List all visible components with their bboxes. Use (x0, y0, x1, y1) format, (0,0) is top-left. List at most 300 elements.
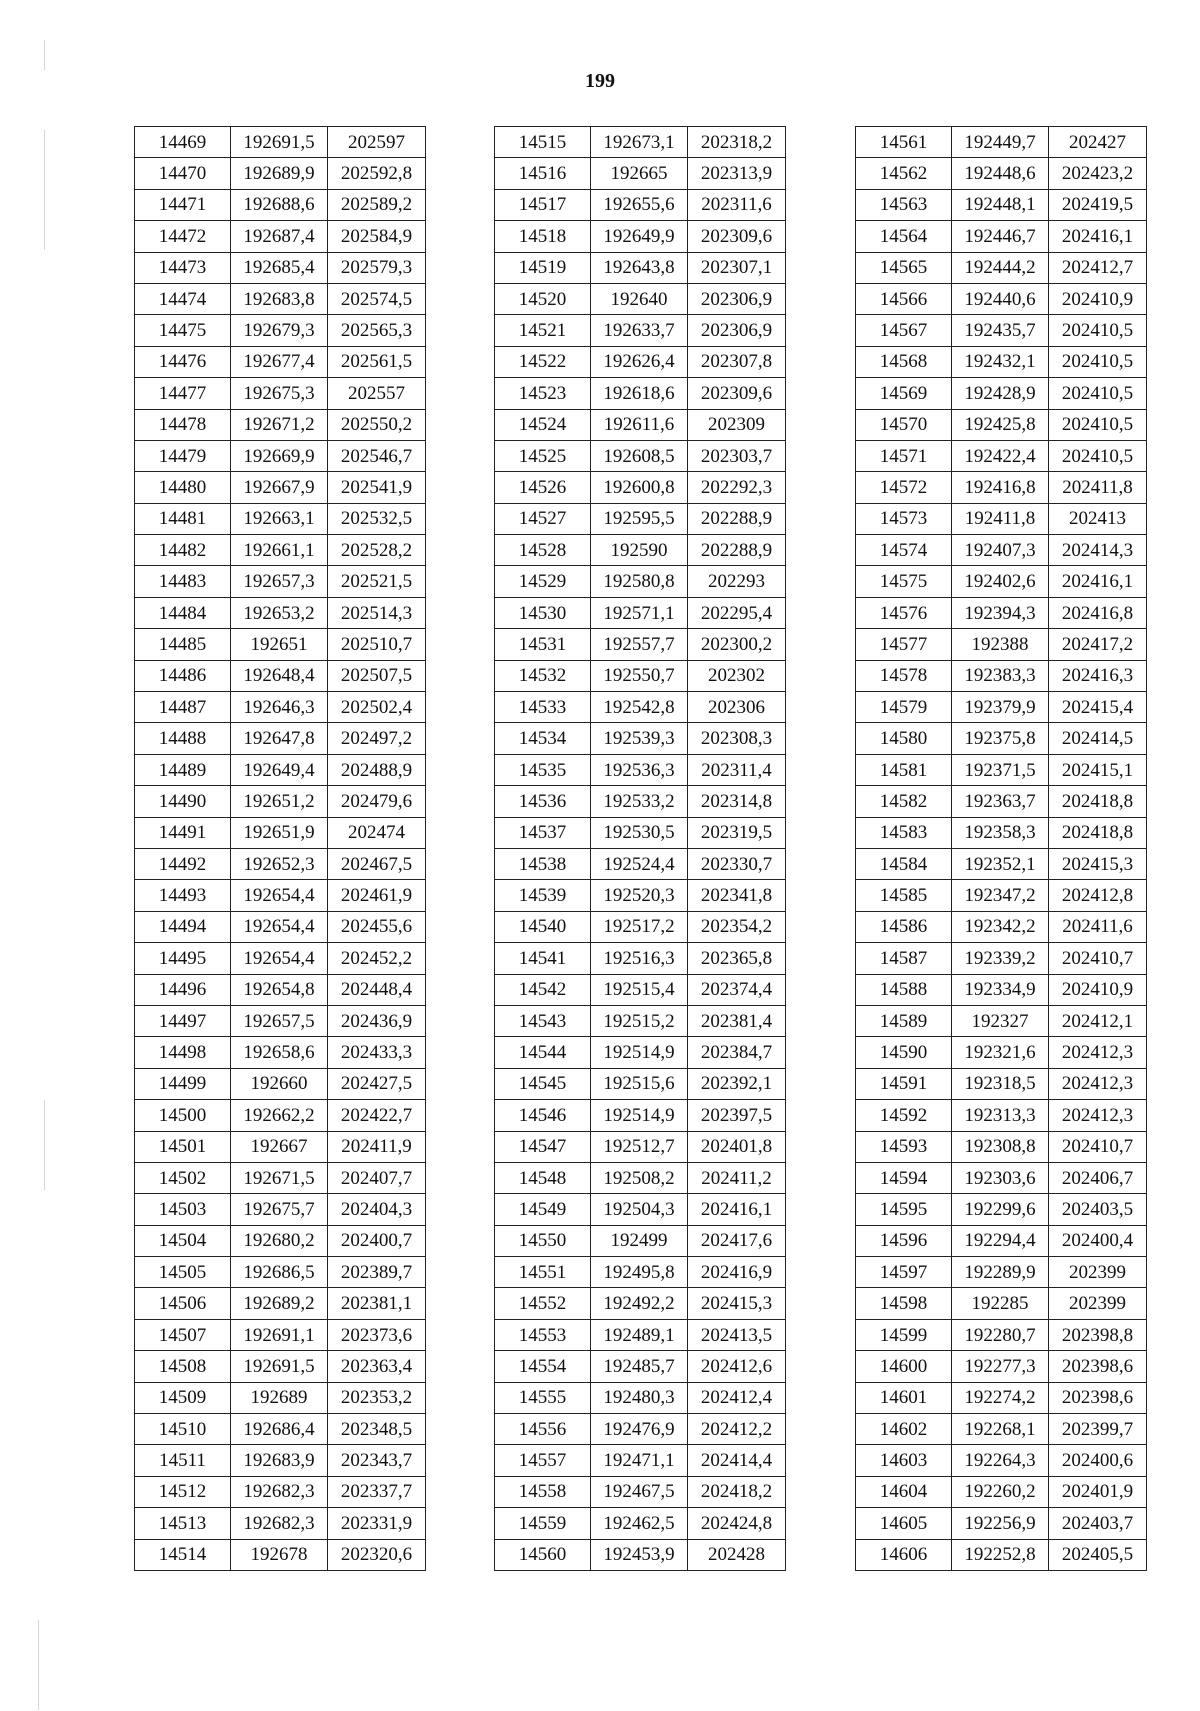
x-coordinate-cell: 192689 (231, 1382, 328, 1413)
x-coordinate-cell: 192327 (952, 1005, 1049, 1036)
table-row (135, 629, 426, 660)
point-number-cell: 14549 (495, 1194, 591, 1225)
y-coordinate-cell: 202331,9 (328, 1508, 426, 1539)
table-row (856, 911, 1147, 942)
point-number-cell: 14508 (135, 1351, 231, 1382)
x-coordinate-cell: 192514,9 (591, 1100, 688, 1131)
x-coordinate-cell: 192686,4 (231, 1414, 328, 1445)
y-coordinate-cell: 202343,7 (328, 1445, 426, 1476)
y-coordinate-cell: 202392,1 (688, 1068, 786, 1099)
point-number-cell: 14559 (495, 1508, 591, 1539)
table-row (135, 660, 426, 691)
x-coordinate-cell: 192375,8 (952, 723, 1049, 754)
y-coordinate-cell: 202550,2 (328, 409, 426, 440)
x-coordinate-cell: 192682,3 (231, 1476, 328, 1507)
point-number-cell: 14479 (135, 440, 231, 471)
y-coordinate-cell: 202584,9 (328, 221, 426, 252)
point-number-cell: 14570 (856, 409, 952, 440)
point-number-cell: 14515 (495, 127, 591, 158)
y-coordinate-cell: 202319,5 (688, 817, 786, 848)
y-coordinate-cell: 202307,8 (688, 346, 786, 377)
table-row (495, 221, 786, 252)
point-number-cell: 14545 (495, 1068, 591, 1099)
point-number-cell: 14474 (135, 283, 231, 314)
point-number-cell: 14599 (856, 1319, 952, 1350)
x-coordinate-cell: 192352,1 (952, 848, 1049, 879)
x-coordinate-cell: 192371,5 (952, 754, 1049, 785)
point-number-cell: 14541 (495, 943, 591, 974)
point-number-cell: 14501 (135, 1131, 231, 1162)
table-row (856, 409, 1147, 440)
table-row (495, 817, 786, 848)
table-row (495, 127, 786, 158)
y-coordinate-cell: 202406,7 (1049, 1162, 1147, 1193)
point-number-cell: 14509 (135, 1382, 231, 1413)
y-coordinate-cell: 202292,3 (688, 472, 786, 503)
x-coordinate-cell: 192303,6 (952, 1162, 1049, 1193)
point-number-cell: 14472 (135, 221, 231, 252)
point-number-cell: 14499 (135, 1068, 231, 1099)
x-coordinate-cell: 192485,7 (591, 1351, 688, 1382)
y-coordinate-cell: 202412,3 (1049, 1100, 1147, 1131)
y-coordinate-cell: 202415,3 (688, 1288, 786, 1319)
scan-mark (38, 1620, 39, 1710)
point-number-cell: 14573 (856, 503, 952, 534)
table-row (856, 252, 1147, 283)
y-coordinate-cell: 202422,7 (328, 1100, 426, 1131)
table-row (856, 1100, 1147, 1131)
y-coordinate-cell: 202302 (688, 660, 786, 691)
point-number-cell: 14518 (495, 221, 591, 252)
table-row (495, 754, 786, 785)
table-row (856, 660, 1147, 691)
table-row (856, 1037, 1147, 1068)
point-number-cell: 14575 (856, 566, 952, 597)
point-number-cell: 14497 (135, 1005, 231, 1036)
point-number-cell: 14586 (856, 911, 952, 942)
table-row (856, 503, 1147, 534)
table-row (495, 1288, 786, 1319)
y-coordinate-cell: 202399,7 (1049, 1414, 1147, 1445)
y-coordinate-cell: 202407,7 (328, 1162, 426, 1193)
table-row (856, 848, 1147, 879)
table-row (856, 1476, 1147, 1507)
point-number-cell: 14488 (135, 723, 231, 754)
table-row (495, 440, 786, 471)
table-row (856, 1508, 1147, 1539)
table-row (495, 503, 786, 534)
table-row (856, 1351, 1147, 1382)
x-coordinate-cell: 192539,3 (591, 723, 688, 754)
point-number-cell: 14512 (135, 1476, 231, 1507)
x-coordinate-cell: 192299,6 (952, 1194, 1049, 1225)
point-number-cell: 14483 (135, 566, 231, 597)
point-number-cell: 14491 (135, 817, 231, 848)
table-row (135, 1068, 426, 1099)
table-row (856, 597, 1147, 628)
x-coordinate-cell: 192654,4 (231, 943, 328, 974)
y-coordinate-cell: 202313,9 (688, 158, 786, 189)
point-number-cell: 14547 (495, 1131, 591, 1162)
x-coordinate-cell: 192611,6 (591, 409, 688, 440)
y-coordinate-cell: 202337,7 (328, 1476, 426, 1507)
x-coordinate-cell: 192595,5 (591, 503, 688, 534)
x-coordinate-cell: 192383,3 (952, 660, 1049, 691)
y-coordinate-cell: 202574,5 (328, 283, 426, 314)
x-coordinate-cell: 192492,2 (591, 1288, 688, 1319)
y-coordinate-cell: 202423,2 (1049, 158, 1147, 189)
x-coordinate-cell: 192673,1 (591, 127, 688, 158)
x-coordinate-cell: 192675,7 (231, 1194, 328, 1225)
x-coordinate-cell: 192318,5 (952, 1068, 1049, 1099)
point-number-cell: 14556 (495, 1414, 591, 1445)
table-row (135, 472, 426, 503)
y-coordinate-cell: 202348,5 (328, 1414, 426, 1445)
table-row (856, 1257, 1147, 1288)
point-number-cell: 14505 (135, 1257, 231, 1288)
x-coordinate-cell: 192590 (591, 535, 688, 566)
point-number-cell: 14581 (856, 754, 952, 785)
table-row (495, 472, 786, 503)
y-coordinate-cell: 202414,3 (1049, 535, 1147, 566)
point-number-cell: 14535 (495, 754, 591, 785)
x-coordinate-cell: 192411,8 (952, 503, 1049, 534)
y-coordinate-cell: 202397,5 (688, 1100, 786, 1131)
x-coordinate-cell: 192671,5 (231, 1162, 328, 1193)
table-row (135, 1288, 426, 1319)
x-coordinate-cell: 192274,2 (952, 1382, 1049, 1413)
table-row (135, 1476, 426, 1507)
y-coordinate-cell: 202488,9 (328, 754, 426, 785)
y-coordinate-cell: 202427,5 (328, 1068, 426, 1099)
table-row (135, 723, 426, 754)
x-coordinate-cell: 192580,8 (591, 566, 688, 597)
x-coordinate-cell: 192646,3 (231, 692, 328, 723)
table-row (135, 1162, 426, 1193)
point-number-cell: 14517 (495, 189, 591, 220)
y-coordinate-cell: 202416,3 (1049, 660, 1147, 691)
y-coordinate-cell: 202399 (1049, 1288, 1147, 1319)
y-coordinate-cell: 202373,6 (328, 1319, 426, 1350)
table-row (495, 723, 786, 754)
x-coordinate-cell: 192280,7 (952, 1319, 1049, 1350)
x-coordinate-cell: 192504,3 (591, 1194, 688, 1225)
y-coordinate-cell: 202510,7 (328, 629, 426, 660)
y-coordinate-cell: 202411,9 (328, 1131, 426, 1162)
y-coordinate-cell: 202398,6 (1049, 1351, 1147, 1382)
y-coordinate-cell: 202416,1 (688, 1194, 786, 1225)
y-coordinate-cell: 202507,5 (328, 660, 426, 691)
x-coordinate-cell: 192660 (231, 1068, 328, 1099)
y-coordinate-cell: 202381,1 (328, 1288, 426, 1319)
y-coordinate-cell: 202320,6 (328, 1539, 426, 1570)
y-coordinate-cell: 202412,4 (688, 1382, 786, 1413)
table-row (495, 1068, 786, 1099)
point-number-cell: 14530 (495, 597, 591, 628)
table-row (495, 1539, 786, 1570)
y-coordinate-cell: 202293 (688, 566, 786, 597)
table-row (135, 943, 426, 974)
point-number-cell: 14527 (495, 503, 591, 534)
table-row (135, 1194, 426, 1225)
point-number-cell: 14480 (135, 472, 231, 503)
x-coordinate-cell: 192680,2 (231, 1225, 328, 1256)
table-row (495, 1100, 786, 1131)
table-row (495, 880, 786, 911)
x-coordinate-cell: 192515,2 (591, 1005, 688, 1036)
point-number-cell: 14563 (856, 189, 952, 220)
table-row (856, 1319, 1147, 1350)
point-number-cell: 14557 (495, 1445, 591, 1476)
table-row (495, 1414, 786, 1445)
point-number-cell: 14564 (856, 221, 952, 252)
x-coordinate-cell: 192440,6 (952, 283, 1049, 314)
y-coordinate-cell: 202412,3 (1049, 1068, 1147, 1099)
table-row (495, 597, 786, 628)
x-coordinate-cell: 192428,9 (952, 378, 1049, 409)
point-number-cell: 14552 (495, 1288, 591, 1319)
x-coordinate-cell: 192499 (591, 1225, 688, 1256)
y-coordinate-cell: 202412,6 (688, 1351, 786, 1382)
y-coordinate-cell: 202314,8 (688, 786, 786, 817)
x-coordinate-cell: 192685,4 (231, 252, 328, 283)
x-coordinate-cell: 192289,9 (952, 1257, 1049, 1288)
x-coordinate-cell: 192514,9 (591, 1037, 688, 1068)
point-number-cell: 14539 (495, 880, 591, 911)
y-coordinate-cell: 202411,6 (1049, 911, 1147, 942)
point-number-cell: 14577 (856, 629, 952, 660)
point-number-cell: 14536 (495, 786, 591, 817)
y-coordinate-cell: 202308,3 (688, 723, 786, 754)
x-coordinate-cell: 192407,3 (952, 535, 1049, 566)
point-number-cell: 14584 (856, 848, 952, 879)
table-row (495, 252, 786, 283)
point-number-cell: 14531 (495, 629, 591, 660)
point-number-cell: 14565 (856, 252, 952, 283)
x-coordinate-cell: 192682,3 (231, 1508, 328, 1539)
y-coordinate-cell: 202528,2 (328, 535, 426, 566)
y-coordinate-cell: 202405,5 (1049, 1539, 1147, 1570)
table-row (135, 566, 426, 597)
x-coordinate-cell: 192422,4 (952, 440, 1049, 471)
point-number-cell: 14561 (856, 127, 952, 158)
x-coordinate-cell: 192665 (591, 158, 688, 189)
x-coordinate-cell: 192471,1 (591, 1445, 688, 1476)
y-coordinate-cell: 202514,3 (328, 597, 426, 628)
table-row (856, 189, 1147, 220)
table-row (495, 566, 786, 597)
x-coordinate-cell: 192321,6 (952, 1037, 1049, 1068)
table-row (495, 911, 786, 942)
y-coordinate-cell: 202417,2 (1049, 629, 1147, 660)
scan-mark (44, 1100, 45, 1190)
x-coordinate-cell: 192542,8 (591, 692, 688, 723)
x-coordinate-cell: 192432,1 (952, 346, 1049, 377)
table-row (135, 378, 426, 409)
x-coordinate-cell: 192277,3 (952, 1351, 1049, 1382)
point-number-cell: 14590 (856, 1037, 952, 1068)
table-row (135, 817, 426, 848)
x-coordinate-cell: 192520,3 (591, 880, 688, 911)
point-number-cell: 14567 (856, 315, 952, 346)
point-number-cell: 14601 (856, 1382, 952, 1413)
table-row (856, 1068, 1147, 1099)
table-row (135, 346, 426, 377)
table-row (135, 1319, 426, 1350)
point-number-cell: 14571 (856, 440, 952, 471)
point-number-cell: 14475 (135, 315, 231, 346)
point-number-cell: 14596 (856, 1225, 952, 1256)
point-number-cell: 14548 (495, 1162, 591, 1193)
point-number-cell: 14587 (856, 943, 952, 974)
x-coordinate-cell: 192425,8 (952, 409, 1049, 440)
y-coordinate-cell: 202410,7 (1049, 943, 1147, 974)
y-coordinate-cell: 202410,9 (1049, 974, 1147, 1005)
y-coordinate-cell: 202474 (328, 817, 426, 848)
y-coordinate-cell: 202436,9 (328, 1005, 426, 1036)
point-number-cell: 14600 (856, 1351, 952, 1382)
x-coordinate-cell: 192260,2 (952, 1476, 1049, 1507)
coordinate-table-middle (494, 126, 786, 1571)
table-row (495, 1319, 786, 1350)
point-number-cell: 14544 (495, 1037, 591, 1068)
y-coordinate-cell: 202415,1 (1049, 754, 1147, 785)
y-coordinate-cell: 202330,7 (688, 848, 786, 879)
point-number-cell: 14522 (495, 346, 591, 377)
x-coordinate-cell: 192677,4 (231, 346, 328, 377)
x-coordinate-cell: 192515,4 (591, 974, 688, 1005)
point-number-cell: 14594 (856, 1162, 952, 1193)
x-coordinate-cell: 192256,9 (952, 1508, 1049, 1539)
x-coordinate-cell: 192653,2 (231, 597, 328, 628)
point-number-cell: 14500 (135, 1100, 231, 1131)
point-number-cell: 14473 (135, 252, 231, 283)
table-row (856, 221, 1147, 252)
x-coordinate-cell: 192640 (591, 283, 688, 314)
y-coordinate-cell: 202413 (1049, 503, 1147, 534)
y-coordinate-cell: 202416,8 (1049, 597, 1147, 628)
table-row (495, 1445, 786, 1476)
x-coordinate-cell: 192647,8 (231, 723, 328, 754)
point-number-cell: 14471 (135, 189, 231, 220)
y-coordinate-cell: 202592,8 (328, 158, 426, 189)
x-coordinate-cell: 192363,7 (952, 786, 1049, 817)
table-row (495, 378, 786, 409)
x-coordinate-cell: 192688,6 (231, 189, 328, 220)
x-coordinate-cell: 192671,2 (231, 409, 328, 440)
y-coordinate-cell: 202365,8 (688, 943, 786, 974)
x-coordinate-cell: 192691,5 (231, 127, 328, 158)
point-number-cell: 14510 (135, 1414, 231, 1445)
table-row (495, 943, 786, 974)
point-number-cell: 14603 (856, 1445, 952, 1476)
y-coordinate-cell: 202410,5 (1049, 378, 1147, 409)
table-row (135, 1382, 426, 1413)
x-coordinate-cell: 192679,3 (231, 315, 328, 346)
y-coordinate-cell: 202416,1 (1049, 566, 1147, 597)
x-coordinate-cell: 192313,3 (952, 1100, 1049, 1131)
x-coordinate-cell: 192689,9 (231, 158, 328, 189)
y-coordinate-cell: 202597 (328, 127, 426, 158)
table-row (495, 409, 786, 440)
x-coordinate-cell: 192608,5 (591, 440, 688, 471)
x-coordinate-cell: 192489,1 (591, 1319, 688, 1350)
x-coordinate-cell: 192667 (231, 1131, 328, 1162)
y-coordinate-cell: 202412,7 (1049, 252, 1147, 283)
table-row (856, 1131, 1147, 1162)
table-row (135, 1508, 426, 1539)
table-row (495, 189, 786, 220)
point-number-cell: 14540 (495, 911, 591, 942)
point-number-cell: 14595 (856, 1194, 952, 1225)
x-coordinate-cell: 192651,2 (231, 786, 328, 817)
table-row (856, 1445, 1147, 1476)
x-coordinate-cell: 192618,6 (591, 378, 688, 409)
point-number-cell: 14604 (856, 1476, 952, 1507)
x-coordinate-cell: 192649,9 (591, 221, 688, 252)
y-coordinate-cell: 202455,6 (328, 911, 426, 942)
x-coordinate-cell: 192339,2 (952, 943, 1049, 974)
x-coordinate-cell: 192661,1 (231, 535, 328, 566)
point-number-cell: 14494 (135, 911, 231, 942)
point-number-cell: 14582 (856, 786, 952, 817)
point-number-cell: 14553 (495, 1319, 591, 1350)
y-coordinate-cell: 202497,2 (328, 723, 426, 754)
table-row (495, 158, 786, 189)
x-coordinate-cell: 192446,7 (952, 221, 1049, 252)
table-row (135, 440, 426, 471)
x-coordinate-cell: 192435,7 (952, 315, 1049, 346)
x-coordinate-cell: 192649,4 (231, 754, 328, 785)
y-coordinate-cell: 202410,9 (1049, 283, 1147, 314)
y-coordinate-cell: 202579,3 (328, 252, 426, 283)
point-number-cell: 14542 (495, 974, 591, 1005)
point-number-cell: 14478 (135, 409, 231, 440)
y-coordinate-cell: 202306 (688, 692, 786, 723)
x-coordinate-cell: 192600,8 (591, 472, 688, 503)
y-coordinate-cell: 202461,9 (328, 880, 426, 911)
point-number-cell: 14528 (495, 535, 591, 566)
x-coordinate-cell: 192264,3 (952, 1445, 1049, 1476)
point-number-cell: 14496 (135, 974, 231, 1005)
table-row (856, 1539, 1147, 1570)
x-coordinate-cell: 192657,3 (231, 566, 328, 597)
table-row (856, 1382, 1147, 1413)
point-number-cell: 14476 (135, 346, 231, 377)
point-number-cell: 14574 (856, 535, 952, 566)
point-number-cell: 14538 (495, 848, 591, 879)
table-row (135, 974, 426, 1005)
y-coordinate-cell: 202307,1 (688, 252, 786, 283)
x-coordinate-cell: 192687,4 (231, 221, 328, 252)
x-coordinate-cell: 192654,4 (231, 911, 328, 942)
point-number-cell: 14534 (495, 723, 591, 754)
table-row (856, 1005, 1147, 1036)
y-coordinate-cell: 202589,2 (328, 189, 426, 220)
table-row (135, 692, 426, 723)
y-coordinate-cell: 202414,5 (1049, 723, 1147, 754)
x-coordinate-cell: 192476,9 (591, 1414, 688, 1445)
point-number-cell: 14493 (135, 880, 231, 911)
y-coordinate-cell: 202309,6 (688, 378, 786, 409)
table-row (856, 315, 1147, 346)
x-coordinate-cell: 192691,1 (231, 1319, 328, 1350)
table-row (135, 252, 426, 283)
y-coordinate-cell: 202433,3 (328, 1037, 426, 1068)
y-coordinate-cell: 202381,4 (688, 1005, 786, 1036)
x-coordinate-cell: 192654,8 (231, 974, 328, 1005)
point-number-cell: 14492 (135, 848, 231, 879)
